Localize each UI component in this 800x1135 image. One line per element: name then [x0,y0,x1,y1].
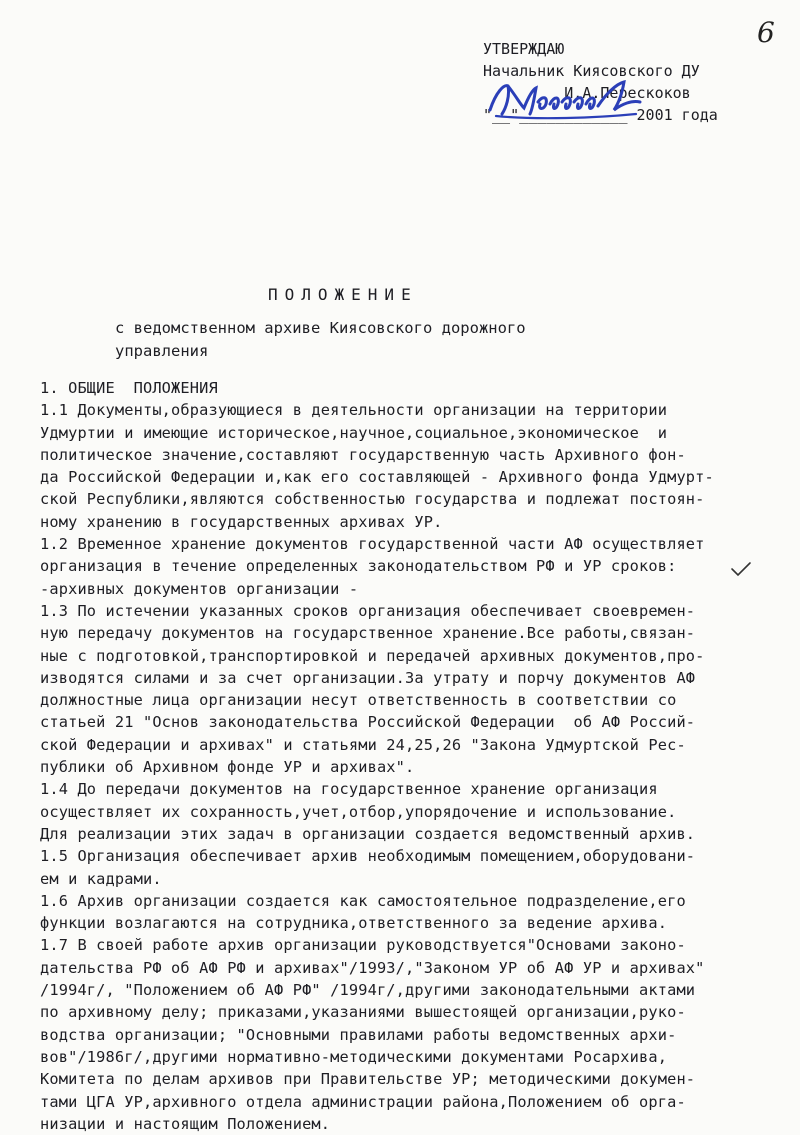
body-line: изводятся силами и за счет организации.За утрату и порчу документов АФ [40,668,696,687]
body-line: ской Федерации и архивах" и статьями 24,25,26 "Закона Удмуртской Рес- [40,735,686,754]
body-line: осуществляет их сохранность,учет,отбор,упорядочение и использование. [40,802,677,821]
body-line: функции возлагаются на сотрудника,ответственного за ведение архива. [40,914,668,933]
body-line: 1.5 Организация обеспечивает архив необходимым помещением,оборудовани- [40,847,696,866]
body-line: -архивных документов организации - [40,579,359,598]
handwritten-signature [486,74,646,124]
body-line: политическое значение,составляют государственную часть Архивного фон- [40,445,686,464]
body-line: должностные лица организации несут ответственность в соответствии со [40,691,677,710]
body-line: /1994г/, "Положением об АФ РФ" /1994г/,другими законодательными актами [40,981,696,1000]
body-line: ем и кадрами. [40,869,162,888]
approval-heading: УТВЕРЖДАЮ [483,40,565,58]
body-line: 1.7 В своей работе архив организации руководствуется"Основами законо- [40,936,686,955]
body-line: 1. ОБЩИЕ ПОЛОЖЕНИЯ [40,379,218,397]
body-line: 1.3 По истечении указанных сроков организация обеспечивает своевремен- [40,601,696,620]
body-line: да Российской Федерации и,как его составляющей - Архивного фонда Удмурт- [40,468,714,487]
body-line: ные с подготовкой,транспортировкой и передачей архивных документов,про- [40,646,705,665]
document-subtitle [115,317,526,363]
body-line: ную передачу документов на государственное хранение.Все работы,связан- [40,624,696,643]
approval-position: Начальник Киясовского ДУ [483,62,700,80]
body-line: низации и настоящим Положением. [40,1114,331,1133]
body-line: 1.2 Временное хранение документов государственной части АФ осуществляет [40,535,705,554]
body-line: Комитета по делам архивов при Правительстве УР; методическими докумен- [40,1070,696,1089]
subtitle-line: управления [115,342,209,360]
body-line: по архивному делу; приказами,указаниями вышестоящей организации,руко- [40,1003,686,1022]
body-line: организация в течение определенных законодательством РФ и УР сроков: [40,557,677,576]
body-line: 1.1 Документы,образующиеся в деятельности организации на территории [40,401,668,420]
document-title: ПОЛОЖЕНИЕ [268,285,418,304]
body-line: публики об Архивном фонде УР и архивах". [40,758,415,777]
body-line: тами ЦГА УР,архивного отдела администрации района,Положением об орга- [40,1092,686,1111]
body-line: дательства РФ об АФ РФ и архивах"/1993/,"Законом УР об АФ УР и архивах" [40,958,705,977]
body-line: Удмуртии и имеющие историческое,научное,социальное,экономическое и [40,423,668,442]
body-line: вов"/1986г/,другими нормативно-методическими документами Росархива, [40,1047,668,1066]
checkmark-icon [730,560,752,578]
body-line: 1.6 Архив организации создается как самостоятельное подразделение,его [40,891,686,910]
page-number: 6 [757,16,775,49]
approval-date: "__"____________ 2001 года [483,106,718,124]
body-line: ской Республики,являются собственностью государства и подлежат постоян- [40,490,705,509]
body-line: Для реализации этих задач в организации создается ведомственный архив. [40,824,696,843]
subtitle-line: с ведомственном архиве Киясовского дорожного [115,319,526,337]
body-line: водства организации; "Основными правилами работы ведомственных архи- [40,1025,677,1044]
document-body [40,377,790,1135]
approval-signatory: И.А.Перескоков [483,84,691,102]
body-line: статьей 21 "Основ законодательства Российской Федерации об АФ Россий- [40,713,696,732]
body-line: ному хранению в государственных архивах УР. [40,512,443,531]
body-line: 1.4 До передачи документов на государственное хранение организация [40,780,658,799]
